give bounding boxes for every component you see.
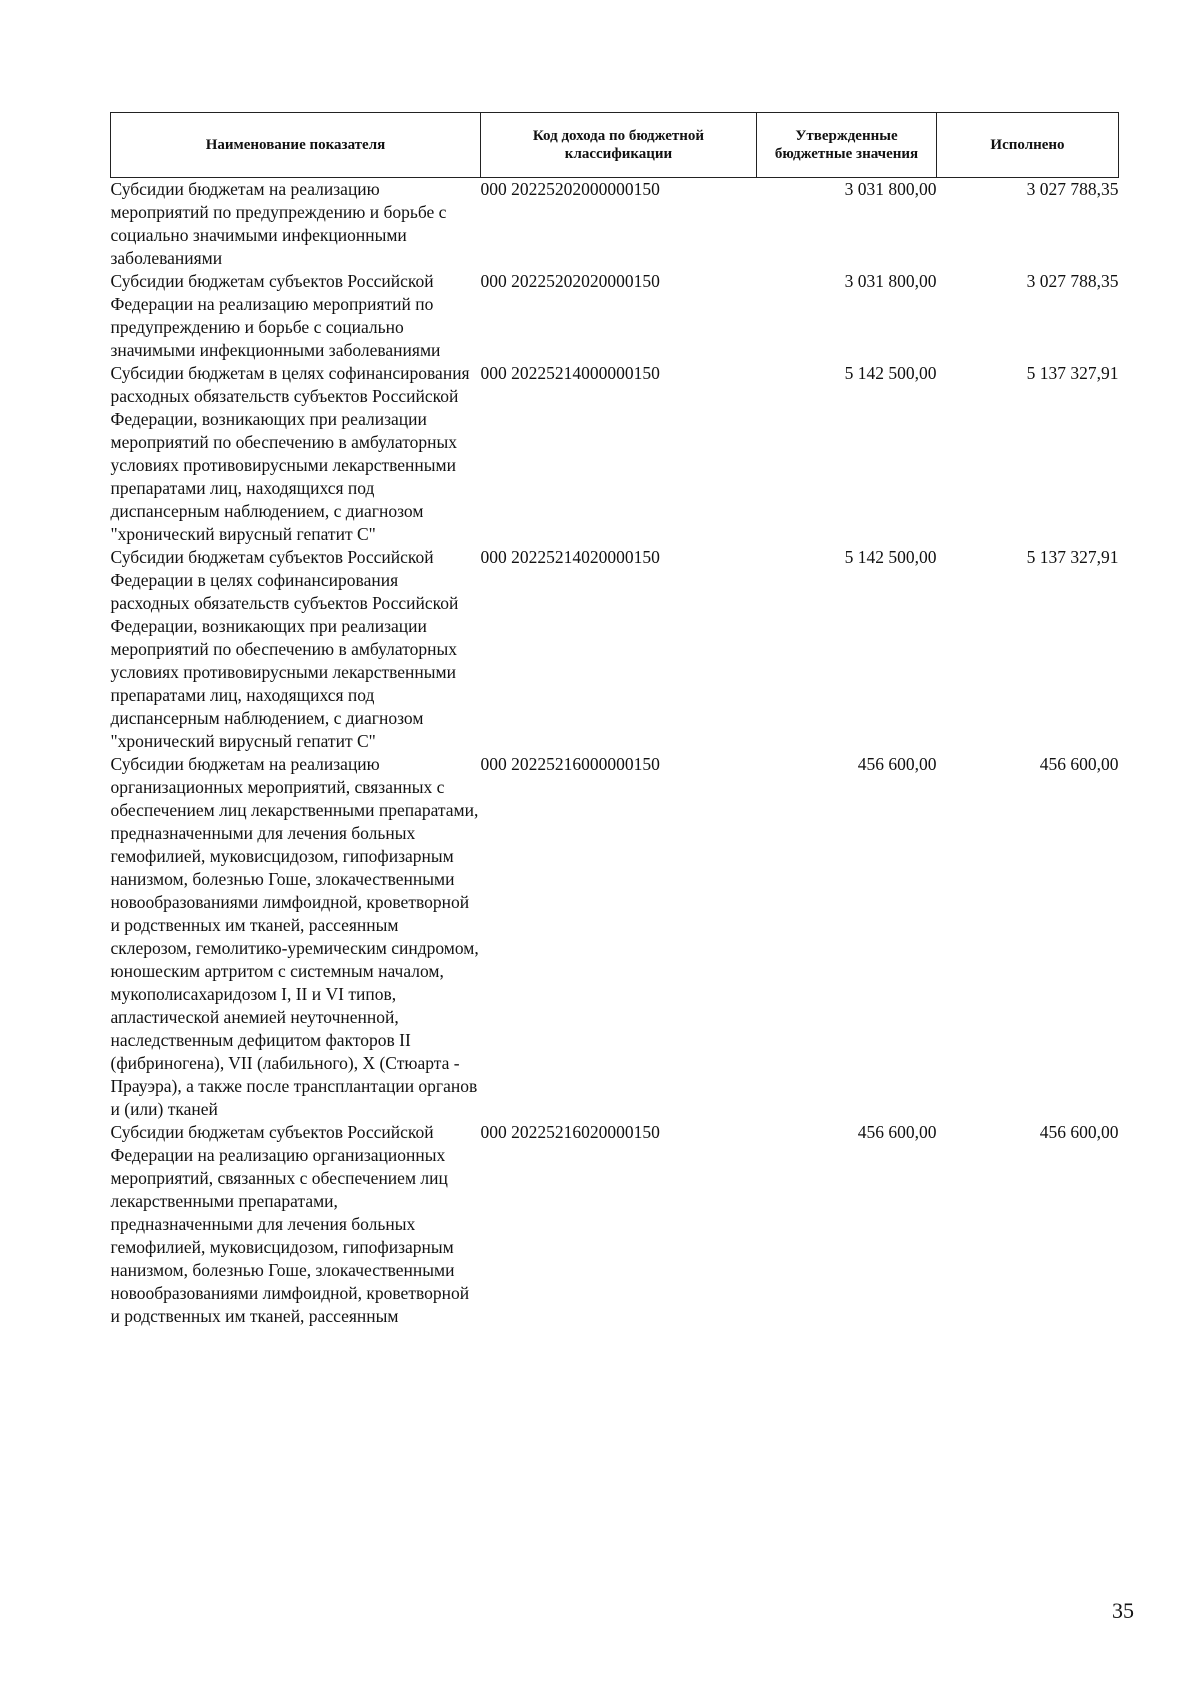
- budget-execution-table: [110, 112, 1119, 1328]
- table-row: [111, 178, 1119, 271]
- row-executed: 456 600,00: [1039, 754, 1119, 774]
- header-name: Наименование показателя: [111, 113, 481, 178]
- row-approved: 3 031 800,00: [844, 179, 937, 199]
- row-executed: 5 137 327,91: [1026, 547, 1119, 567]
- table-row: [111, 546, 1119, 753]
- header-executed: Исполнено: [937, 113, 1119, 178]
- table-header-row: [111, 113, 1119, 178]
- row-approved: 5 142 500,00: [844, 363, 937, 383]
- header-approved: Утвержденные бюджетные значения: [757, 113, 937, 178]
- row-name: Субсидии бюджетам субъектов Российской Федерации на реализацию организационных мероприятий, связанных с обеспечением лиц лекарственными препаратами, предназначенными для лечения больных гемофилией, муковисцидозом, гипофизарным нанизмом, болезнью Гоше, злокачественными новообразованиями лимфоидной, кроветворной и родственных им тканей, рассеянным: [110, 1122, 470, 1326]
- row-code: 000 20225202020000150: [480, 271, 660, 291]
- row-name: Субсидии бюджетам субъектов Российской Федерации на реализацию мероприятий по предупреждению и борьбе с социально значимыми инфекционными заболеваниями: [110, 271, 441, 360]
- table-row: [111, 362, 1119, 546]
- row-code: 000 20225214020000150: [480, 547, 660, 567]
- row-executed: 456 600,00: [1039, 1122, 1119, 1142]
- header-code: Код дохода по бюджетной классификации: [481, 113, 757, 178]
- page-number: 35: [1112, 1598, 1134, 1623]
- row-name: Субсидии бюджетам на реализацию мероприятий по предупреждению и борьбе с социально значимыми инфекционными заболеваниями: [110, 179, 447, 268]
- row-approved: 3 031 800,00: [844, 271, 937, 291]
- row-code: 000 20225216020000150: [480, 1122, 660, 1142]
- row-name: Субсидии бюджетам в целях софинансирования расходных обязательств субъектов Российской Федерации, возникающих при реализации мероприятий по обеспечению в амбулаторных условиях противовирусными лекарственными препаратами лиц, находящихся под диспансерным наблюдением, с диагнозом "хронический вирусный гепатит С": [110, 363, 470, 544]
- table-row: [111, 270, 1119, 362]
- row-executed: 5 137 327,91: [1026, 363, 1119, 383]
- row-code: 000 20225202000000150: [480, 179, 660, 199]
- row-executed: 3 027 788,35: [1026, 271, 1119, 291]
- row-approved: 456 600,00: [857, 754, 937, 774]
- row-approved: 456 600,00: [857, 1122, 937, 1142]
- row-approved: 5 142 500,00: [844, 547, 937, 567]
- row-executed: 3 027 788,35: [1026, 179, 1119, 199]
- row-code: 000 20225214000000150: [480, 363, 660, 383]
- row-name: Субсидии бюджетам на реализацию организационных мероприятий, связанных с обеспечением лиц лекарственными препаратами, предназначенными для лечения больных гемофилией, муковисцидозом, гипофизарным нанизмом, болезнью Гоше, злокачественными новообразованиями лимфоидной, кроветворной и родственных им тканей, рассеянным склерозом, гемолитико-уремическим синдромом, юношеским артритом с системным началом, мукополисахаридозом I, II и VI типов, апластической анемией неуточненной, наследственным дефицитом факторов II (фибриногена), VII (лабильного), X (Стюарта - Прауэра), а также после трансплантации органов и (или) тканей: [110, 754, 479, 1119]
- table-row: [111, 1121, 1119, 1328]
- table-row: [111, 753, 1119, 1121]
- row-name: Субсидии бюджетам субъектов Российской Федерации в целях софинансирования расходных обязательств субъектов Российской Федерации, возникающих при реализации мероприятий по обеспечению в амбулаторных условиях противовирусными лекарственными препаратами лиц, находящихся под диспансерным наблюдением, с диагнозом "хронический вирусный гепатит С": [110, 547, 459, 751]
- row-code: 000 20225216000000150: [480, 754, 660, 774]
